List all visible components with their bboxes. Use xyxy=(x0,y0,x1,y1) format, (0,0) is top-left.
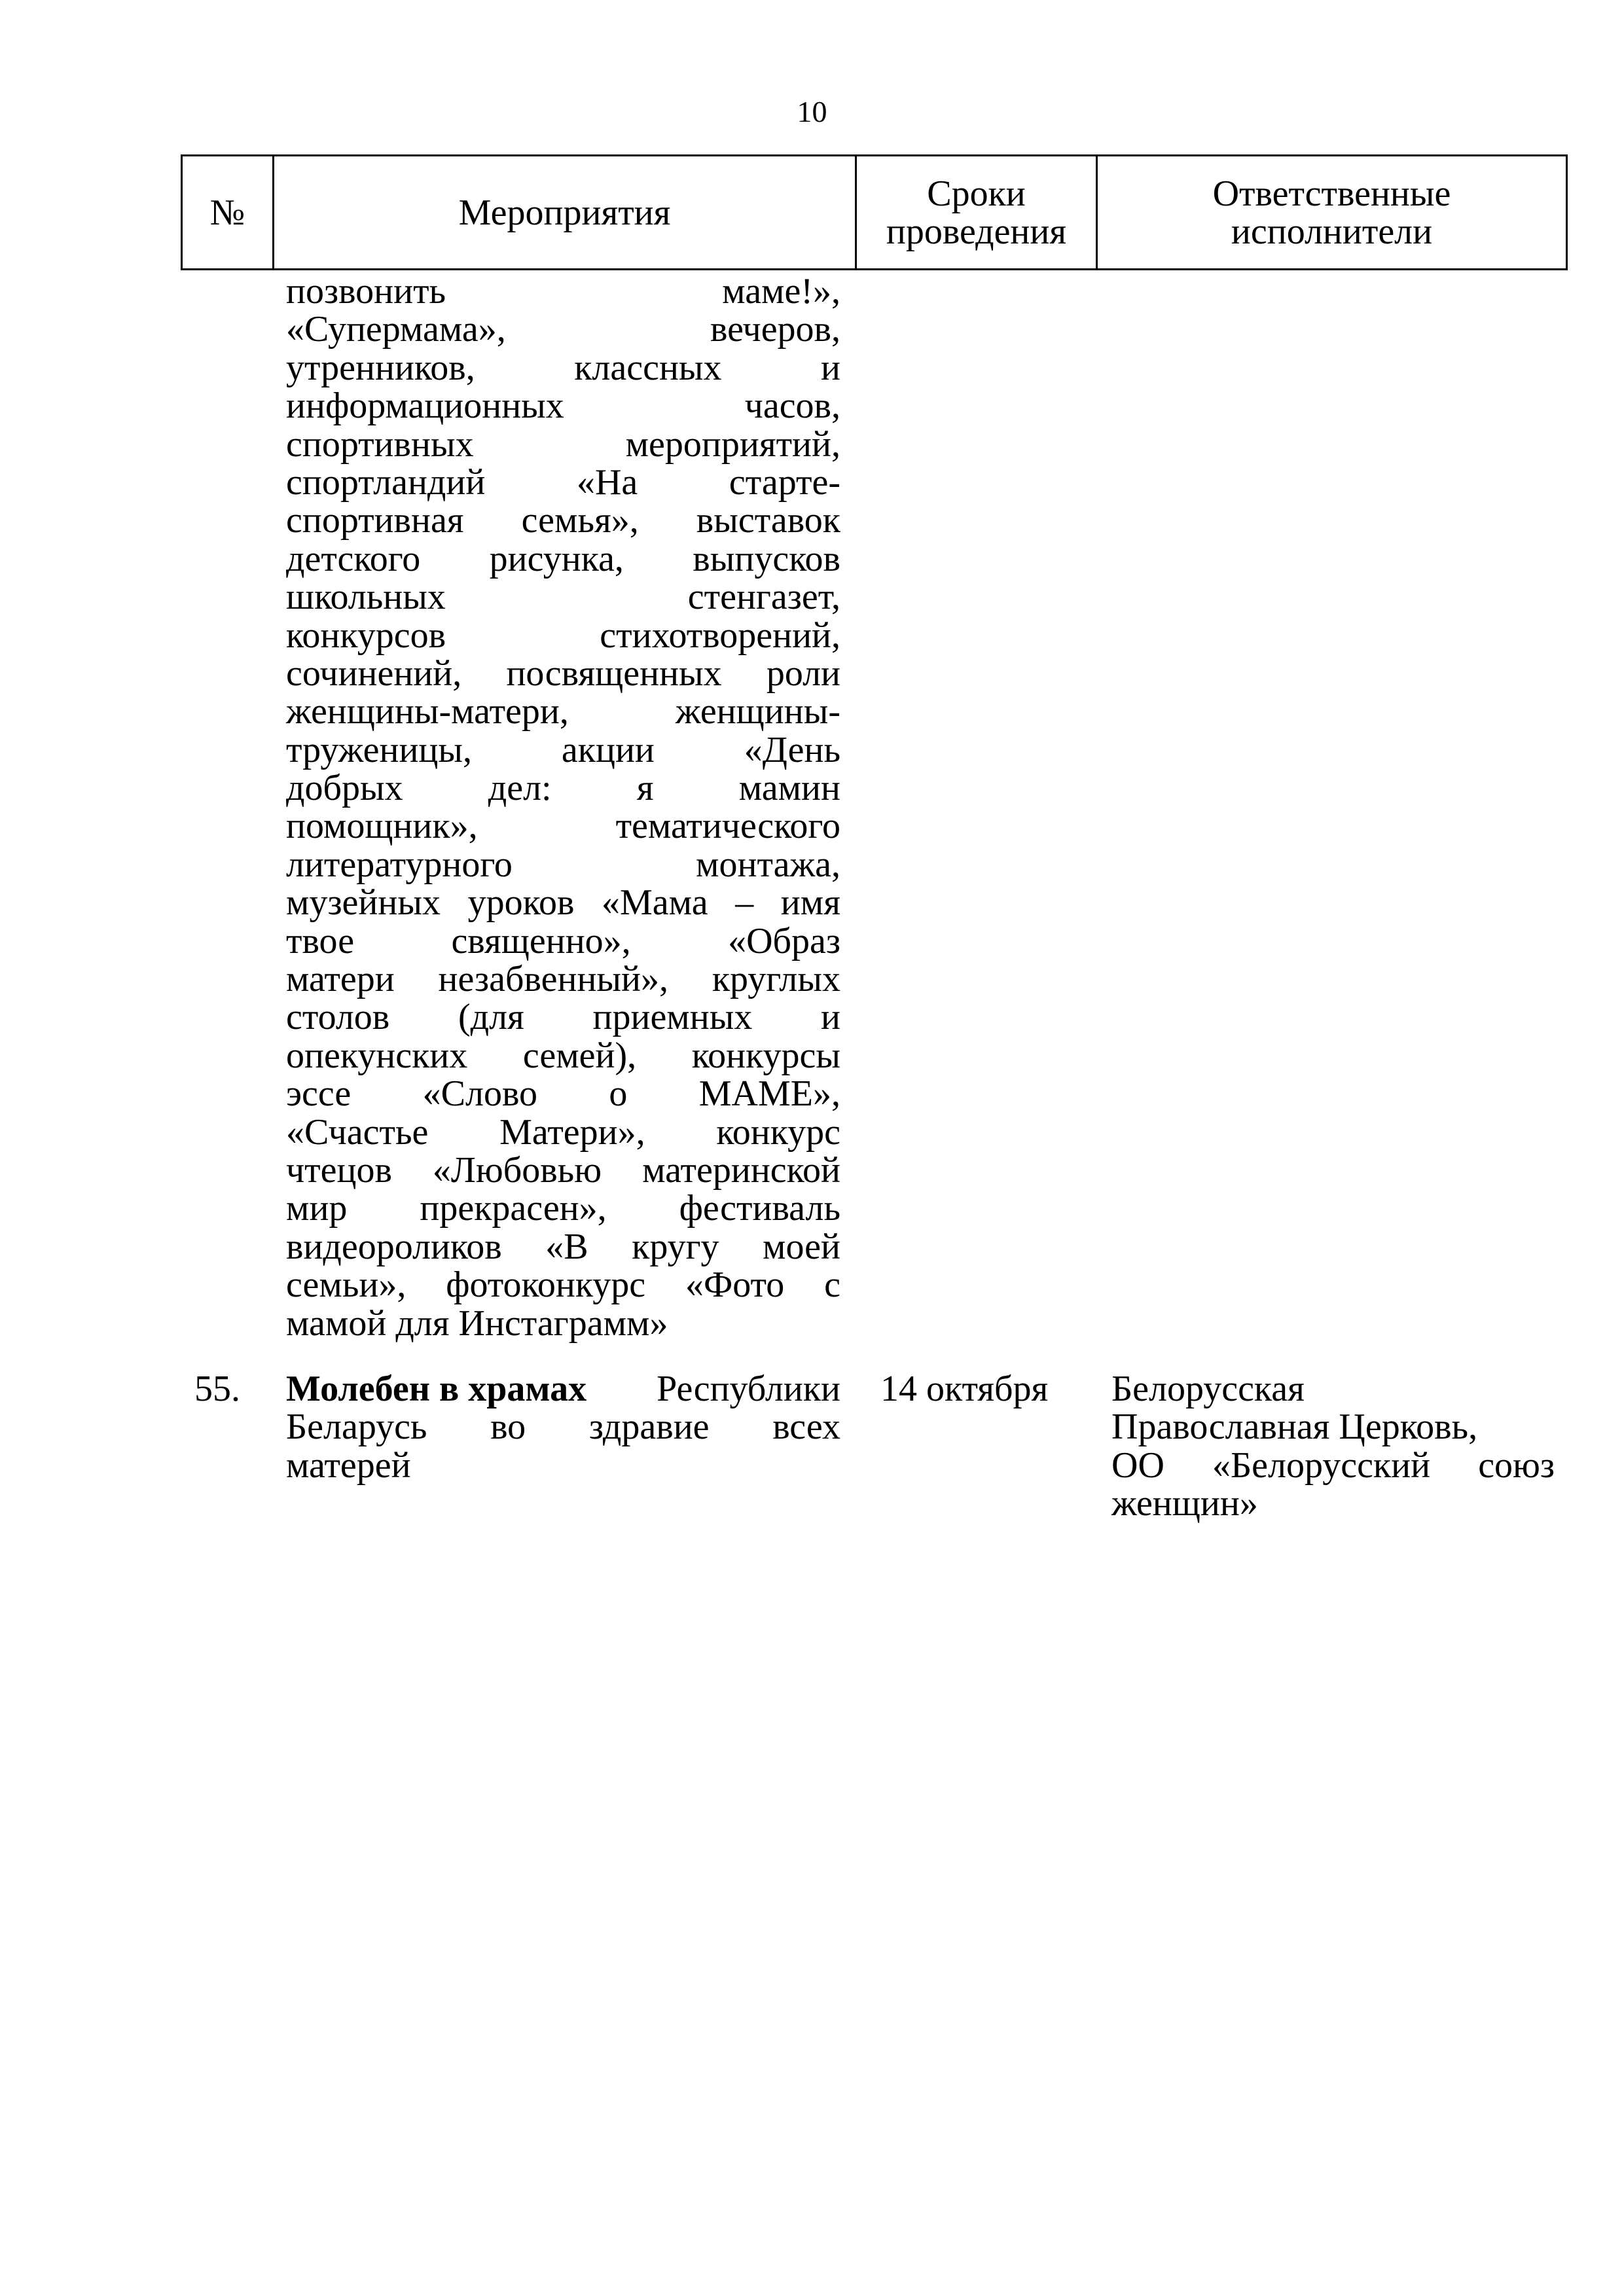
header-dates-column xyxy=(855,156,1096,268)
header-dates-label-line2: проведения xyxy=(886,211,1067,252)
continued-event-word: фотоконкурс xyxy=(446,1265,646,1306)
continued-event-word: матери xyxy=(286,959,395,1000)
continued-event-line xyxy=(286,998,840,1036)
row-55-event-word: Республики xyxy=(657,1369,840,1409)
continued-event-word: вечеров, xyxy=(710,309,840,350)
continued-event-word: «Счастье xyxy=(286,1111,429,1153)
continued-event-word: помощник», xyxy=(286,806,478,847)
continued-event-line xyxy=(286,463,840,501)
continued-event-word: незабвенный», xyxy=(438,959,669,1000)
continued-event-line xyxy=(286,387,840,425)
continued-event-word: спортландий xyxy=(286,461,486,503)
row-55-date: 14 октября xyxy=(880,1369,1049,1409)
continued-event-word: выпусков xyxy=(693,538,840,579)
continued-event-word: столов xyxy=(286,997,390,1038)
continued-event-line xyxy=(286,884,840,922)
header-number-column xyxy=(183,156,272,268)
continued-event-line xyxy=(286,540,840,578)
row-55-event-word: во xyxy=(490,1407,526,1448)
table-header xyxy=(181,154,1568,270)
continued-event-word: Матери», xyxy=(499,1111,645,1153)
row-55-event-word: здравие xyxy=(588,1407,710,1448)
row-55-event-line xyxy=(286,1408,840,1446)
continued-event-word: имя xyxy=(780,882,840,924)
continued-event-word: «Слово xyxy=(422,1073,538,1115)
continued-event-word: твое xyxy=(286,920,355,961)
continued-event-word: приемных xyxy=(592,997,753,1038)
continued-event-word: семьи», xyxy=(286,1265,406,1306)
continued-event-line xyxy=(286,578,840,616)
continued-event-word: музейных xyxy=(286,882,441,924)
continued-event-text xyxy=(286,272,840,1342)
continued-event-word: школьных xyxy=(286,577,446,618)
row-55-responsible-line: женщин» xyxy=(1111,1483,1258,1524)
continued-event-word: мамой для Инстаграмм» xyxy=(286,1302,668,1344)
continued-event-line xyxy=(286,617,840,655)
continued-event-word: «На xyxy=(576,461,638,503)
continued-event-word: утренников, xyxy=(286,347,475,388)
continued-event-line xyxy=(286,349,840,387)
continued-event-word: и xyxy=(821,347,840,388)
continued-event-word: мамин xyxy=(738,768,840,809)
header-dates-label-line1: Сроки xyxy=(927,173,1026,214)
continued-event-word: конкурсов xyxy=(286,615,446,656)
continued-event-word: круглых xyxy=(712,959,840,1000)
continued-event-word: монтажа, xyxy=(696,844,840,885)
continued-event-word: детского xyxy=(286,538,421,579)
continued-event-line xyxy=(286,692,840,730)
continued-event-word: я xyxy=(636,768,654,809)
continued-event-line xyxy=(286,731,840,769)
continued-event-line xyxy=(286,1304,840,1342)
row-55-event-word: всех xyxy=(772,1407,840,1448)
continued-event-word: информационных xyxy=(286,386,564,427)
continued-event-word: выставок xyxy=(696,500,840,541)
continued-event-word: дел: xyxy=(488,768,552,809)
continued-event-word: «Любовью xyxy=(432,1149,602,1191)
page-number: 10 xyxy=(797,95,827,128)
continued-event-word: кругу xyxy=(632,1226,719,1267)
continued-event-line xyxy=(286,1228,840,1266)
header-number-label: № xyxy=(209,192,245,233)
continued-event-word: и xyxy=(821,997,840,1038)
continued-event-word: рисунка, xyxy=(489,538,624,579)
continued-event-line xyxy=(286,1189,840,1227)
header-event-label: Мероприятия xyxy=(458,192,671,233)
continued-event-word: фестиваль xyxy=(679,1188,840,1229)
row-55-responsible xyxy=(1111,1370,1555,1523)
continued-event-word: позвонить xyxy=(286,271,446,312)
continued-event-word: (для xyxy=(458,997,524,1038)
row-55-event xyxy=(286,1370,840,1484)
continued-event-line xyxy=(286,1266,840,1304)
continued-event-word: уроков xyxy=(467,882,575,924)
continued-event-word: священно», xyxy=(451,920,631,961)
continued-event-line xyxy=(286,960,840,998)
continued-event-line xyxy=(286,769,840,807)
continued-event-word: тематического xyxy=(615,806,840,847)
continued-event-word: классных xyxy=(574,347,722,388)
continued-event-word: женщины- xyxy=(675,691,840,732)
continued-event-line xyxy=(286,807,840,845)
row-55-responsible-word: ОО xyxy=(1111,1444,1164,1486)
continued-event-word: прекрасен», xyxy=(420,1188,607,1229)
continued-event-word: «Мама xyxy=(602,882,708,924)
continued-event-word: видеороликов xyxy=(286,1226,502,1267)
row-55-responsible-line xyxy=(1111,1446,1555,1484)
continued-event-word: семей), xyxy=(522,1035,637,1076)
continued-event-word: конкурсы xyxy=(691,1035,840,1076)
continued-event-word: акции xyxy=(561,729,655,770)
continued-event-word: спортивных xyxy=(286,423,474,465)
continued-event-line xyxy=(286,1037,840,1075)
continued-event-line xyxy=(286,272,840,310)
continued-event-word: роли xyxy=(766,653,840,694)
continued-event-line xyxy=(286,1113,840,1151)
row-55-event-line: матерей xyxy=(286,1444,411,1486)
continued-event-word: «День xyxy=(744,729,840,770)
row-55-responsible-line: Православная Церковь, xyxy=(1111,1407,1478,1448)
continued-event-line xyxy=(286,425,840,463)
row-55-number: 55. xyxy=(194,1369,240,1409)
continued-event-word: – xyxy=(735,882,754,924)
continued-event-word: старте- xyxy=(729,461,840,503)
continued-event-line xyxy=(286,501,840,539)
row-55-event-word: Беларусь xyxy=(286,1407,427,1448)
continued-event-word: с xyxy=(824,1265,840,1306)
header-responsible-column xyxy=(1096,156,1566,268)
continued-event-word: добрых xyxy=(286,768,403,809)
continued-event-word: стихотворений, xyxy=(600,615,840,656)
continued-event-line xyxy=(286,922,840,960)
continued-event-word: спортивная xyxy=(286,500,464,541)
continued-event-word: «Образ xyxy=(728,920,840,961)
continued-event-word: конкурс xyxy=(716,1111,840,1153)
continued-event-word: материнской xyxy=(642,1149,840,1191)
continued-event-line xyxy=(286,310,840,348)
continued-event-line xyxy=(286,846,840,884)
continued-event-word: сочинений, xyxy=(286,653,462,694)
continued-event-word: МАМЕ», xyxy=(698,1073,840,1115)
continued-event-line xyxy=(286,655,840,692)
continued-event-word: моей xyxy=(763,1226,840,1267)
continued-event-word: стенгазет, xyxy=(687,577,840,618)
continued-event-word: литературного xyxy=(286,844,513,885)
continued-event-word: эссе xyxy=(286,1073,352,1115)
header-responsible-label-line2: исполнители xyxy=(1231,211,1433,252)
header-responsible-label-line1: Ответственные xyxy=(1212,173,1451,214)
continued-event-word: семья», xyxy=(521,500,639,541)
continued-event-word: «Супермама», xyxy=(286,309,506,350)
continued-event-word: мероприятий, xyxy=(625,423,840,465)
row-55-responsible-word: союз xyxy=(1478,1444,1555,1486)
continued-event-word: маме!», xyxy=(722,271,840,312)
continued-event-word: часов, xyxy=(744,386,840,427)
continued-event-word: женщины-матери, xyxy=(286,691,569,732)
continued-event-word: «В xyxy=(545,1226,588,1267)
continued-event-word: опекунских xyxy=(286,1035,468,1076)
row-55-responsible-word: «Белорусский xyxy=(1212,1444,1431,1486)
continued-event-word: мир xyxy=(286,1188,348,1229)
continued-event-line xyxy=(286,1075,840,1113)
continued-event-line xyxy=(286,1151,840,1189)
row-55-responsible-line: Белорусская xyxy=(1111,1369,1305,1409)
row-55-event-line xyxy=(286,1370,840,1408)
continued-event-word: труженицы, xyxy=(286,729,473,770)
row-55-event-bold: Молебен в храмах xyxy=(286,1369,587,1409)
continued-event-word: «Фото xyxy=(685,1265,785,1306)
continued-event-word: посвященных xyxy=(506,653,722,694)
header-event-column xyxy=(272,156,855,268)
continued-event-word: чтецов xyxy=(286,1149,392,1191)
continued-event-word: о xyxy=(609,1073,628,1115)
